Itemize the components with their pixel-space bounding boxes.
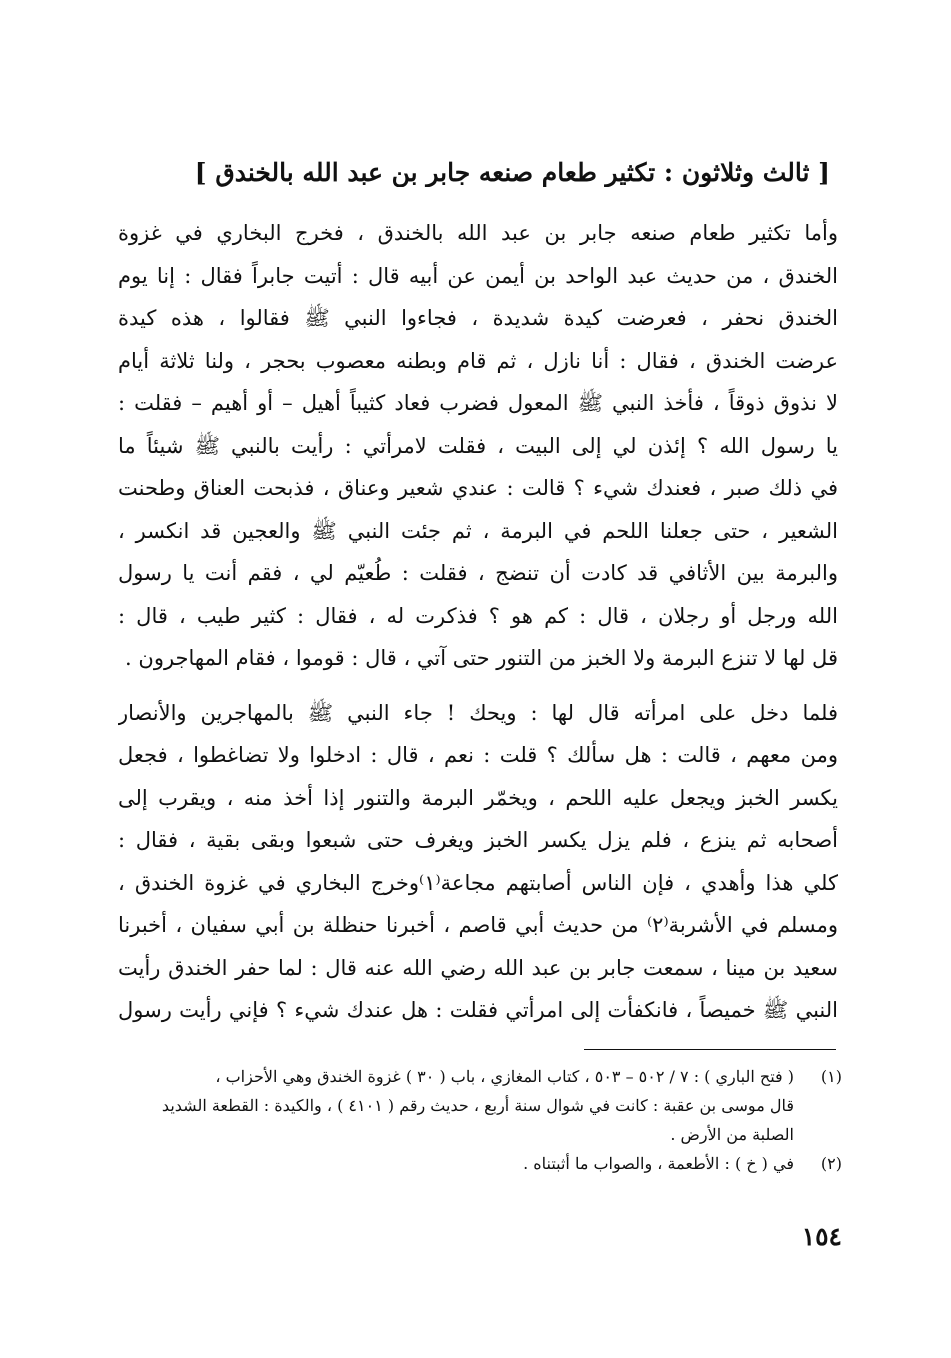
text-line: ومن معهم ، قالت : هل سألك ؟ قلت : نعم ، قال : ادخلوا ولا تضاغطوا ، فجعل	[118, 743, 838, 767]
text-line: الله ورجل أو رجلان ، قال : كم هو ؟ فذكرت له ، فقال : كثير طيب ، قال :	[118, 603, 838, 628]
footnote-line	[118, 1149, 842, 1178]
main-text	[118, 212, 838, 1032]
text-line: النبي ﷺ خميصاً ، فانكفأت إلى امرأتي فقلت : هل عندك شيء ؟ فإني رأيت رسول	[118, 998, 838, 1022]
page-number: ١٥٤	[801, 1222, 842, 1251]
text-line: يا رسول الله ؟ إئذن لي إلى البيت ، فقلت لامرأتي : رأيت بالنبي ﷺ شيئاً ما	[118, 433, 838, 458]
text-line: قل لها لا تنزع البرمة ولا الخبز من التنور حتى آتي ، قال : قوموا ، فقام المهاجرون .	[125, 646, 838, 670]
text-line: في ذلك صبر ، فعندك شيء ؟ قالت : عندي شعير وعناق ، فذبحت العناق وطحنت	[118, 476, 838, 500]
text-line: ومسلم في الأشربة⁽٢⁾ من حديث أبي قاصم ، أخبرنا حنظلة بن أبي سفيان ، أخبرنا	[118, 913, 838, 937]
footnote-line: قال موسى بن عقبة : كانت في شوال سنة أربع ، حديث رقم ( ٤١٠١ ) ، والكيدة : القطعة الشديد	[161, 1096, 794, 1115]
text-line: لا نذوق ذوقاً ، فأخذ النبي ﷺ المعول فضرب فعاد كثيباً أهيل – أو أهيم – فقلت :	[118, 391, 838, 415]
text-line: الخندق ، من حديث عبد الواحد بن أيمن عن أبيه قال : أتيت جابراً فقال : إنا يوم	[118, 263, 838, 288]
footnote-line	[118, 1062, 842, 1091]
text-line: والبرمة بين الأثافي قد كادت أن تنضج ، فقلت : طُعيّم لي ، فقم أنت يا رسول	[118, 561, 838, 585]
footnote-text: في ( خ ) : الأطعمة ، والصواب ما أثبتناه .	[523, 1154, 794, 1173]
text-line: فلما دخل على امرأته قال لها : ويحك ! جاء النبي ﷺ بالمهاجرين والأنصار	[118, 700, 838, 725]
footnote-2	[118, 1149, 842, 1178]
section-heading: [ ثالث وثلاثون : تكثير طعام صنعه جابر بن عبد الله بالخندق ]	[194, 158, 830, 187]
text-line: الشعير ، حتى جعلنا اللحم في البرمة ، ثم جئت النبي ﷺ والعجين قد انكسر ،	[118, 518, 838, 543]
text-line: أصحابه ثم ينزع ، فلم يزل يكسر الخبز ويغرف حتى شبعوا وبقى بقية ، فقال :	[118, 828, 838, 852]
text-line: الخندق نحفر ، فعرضت كيدة شديدة ، فجاءوا النبي ﷺ فقالوا ، هذه كيدة	[118, 306, 838, 330]
paragraph-2	[118, 692, 838, 1032]
text-line: وأما تكثير طعام صنعه جابر بن عبد الله بالخندق ، فخرج البخاري في غزوة	[118, 221, 838, 245]
text-line: عرضت الخندق ، فقال : أنا نازل ، ثم قام وبطنه معصوب بحجر ، ولنا ثلاثة أيام	[118, 348, 838, 373]
footnote-text: ( فتح الباري ) : ٧ / ٥٠٢ – ٥٠٣ ، كتاب المغازي ، باب ( ٣٠ ) غزوة الخندق وهي الأحزاب ،	[215, 1067, 794, 1086]
paragraph-1	[118, 212, 838, 680]
footnote-divider	[584, 1049, 836, 1050]
text-line: سعيد بن مينا ، سمعت جابر بن عبد الله رضي الله عنه قال : لما حفر الخندق رأيت	[118, 955, 838, 980]
text-line: كلي هذا وأهدي ، فإن الناس أصابتهم مجاعة⁽١⁾وخرج البخاري في غزوة الخندق ،	[118, 870, 838, 895]
footnotes	[118, 1062, 842, 1178]
paragraph-spacer	[118, 680, 838, 692]
footnote-1	[118, 1062, 842, 1149]
footnote-marker: (١)	[820, 1067, 842, 1086]
footnote-line: الصلبة من الأرض .	[670, 1125, 794, 1144]
footnote-marker: (٢)	[820, 1154, 842, 1173]
text-line: يكسر الخبز ويجعل عليه اللحم ، ويخمّر البرمة والتنور إذا أخذ منه ، ويقرب إلى	[118, 785, 838, 810]
